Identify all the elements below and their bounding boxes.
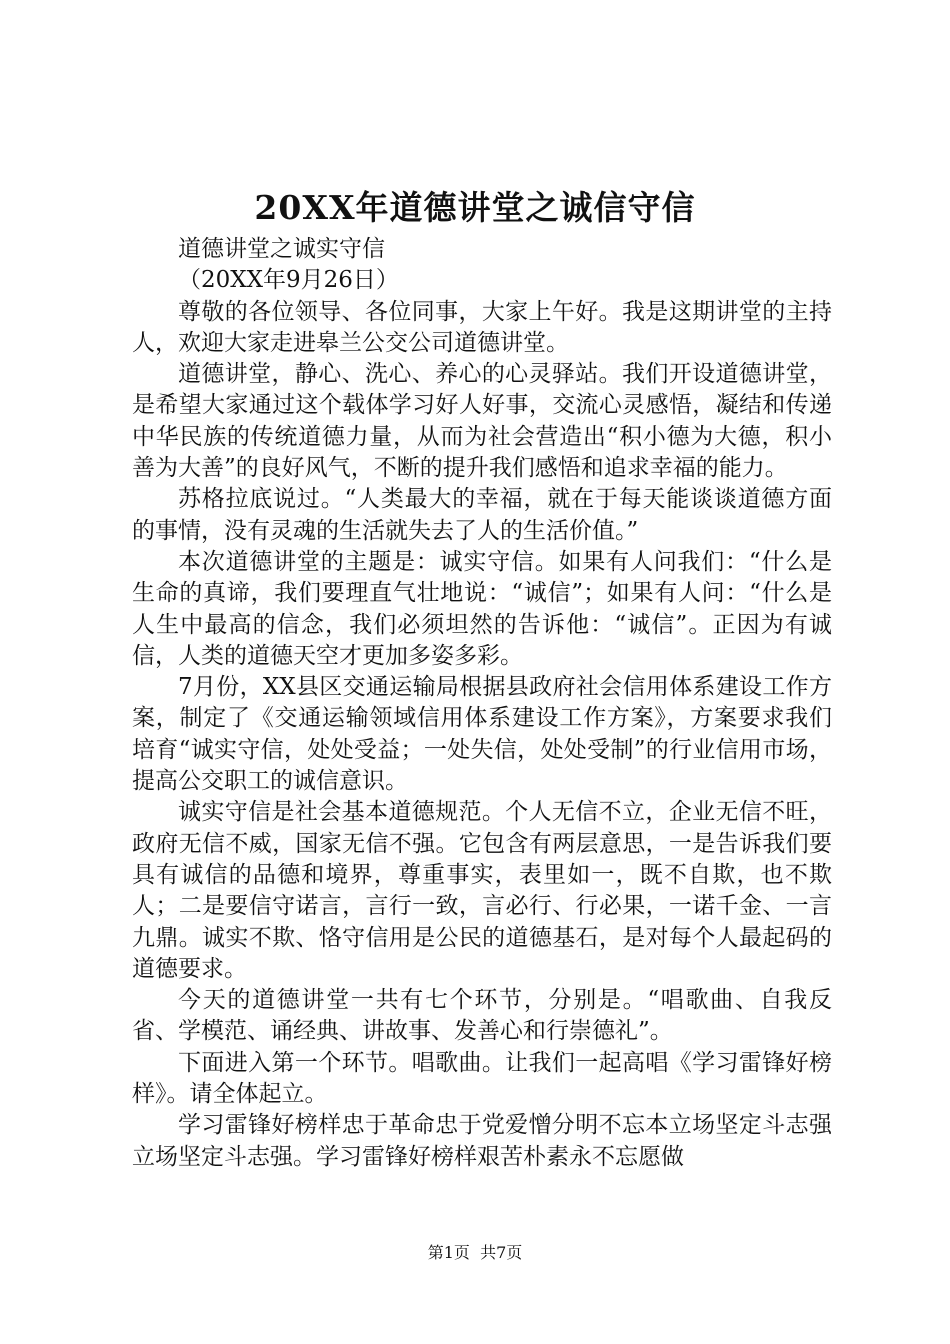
body-paragraph: 今天的道德讲堂一共有七个环节，分别是。“唱歌曲、自我反省、学模范、诵经典、讲故事、发善心和行崇德礼”。 xyxy=(132,987,832,1045)
page-number: 第1页 xyxy=(427,1243,470,1262)
date-paragraph: （20XX年9月26日） xyxy=(178,267,399,294)
document-body xyxy=(132,234,832,1173)
subtitle-paragraph: 道德讲堂之诚实守信 xyxy=(178,236,385,262)
page-total: 共7页 xyxy=(480,1243,523,1262)
body-paragraph: 7月份，XX县区交通运输局根据县政府社会信用体系建设工作方案，制定了《交通运输领域信用体系建设工作方案》，方案要求我们培育“诚实守信，处处受益；一处失信，处处受制”的行业信用市场，提高公交职工的诚信意识。 xyxy=(132,674,832,795)
body-paragraph: 下面进入第一个环节。唱歌曲。让我们一起高唱《学习雷锋好榜样》。请全体起立。 xyxy=(132,1049,832,1108)
body-paragraph: 道德讲堂，静心、洗心、养心的心灵驿站。我们开设道德讲堂，是希望大家通过这个载体学习好人好事，交流心灵感悟，凝结和传递中华民族的传统道德力量，从而为社会营造出“积小德为大德，积小善为大善”的良好风气，不断的提升我们感悟和追求幸福的能力。 xyxy=(132,361,832,482)
body-paragraph: 苏格拉底说过。“人类最大的幸福，就在于每天能谈谈道德方面的事情，没有灵魂的生活就失去了人的生活价值。” xyxy=(132,486,832,544)
body-paragraph: 诚实守信是社会基本道德规范。个人无信不立，企业无信不旺，政府无信不威，国家无信不强。它包含有两层意思，一是告诉我们要具有诚信的品德和境界，尊重事实，表里如一，既不自欺，也不欺人；二是要信守诺言，言行一致，言必行、行必果，一诺千金、一言九鼎。诚实不欺、恪守信用是公民的道德基石，是对每个人最起码的道德要求。 xyxy=(132,799,832,982)
footer-separator xyxy=(470,1243,480,1262)
body-paragraph: 学习雷锋好榜样忠于革命忠于党爱憎分明不忘本立场坚定斗志强立场坚定斗志强。学习雷锋好榜样艰苦朴素永不忘愿做 xyxy=(132,1112,832,1170)
document-title: 20XX年道德讲堂之诚信守信 xyxy=(254,188,696,227)
body-paragraph: 尊敬的各位领导、各位同事，大家上午好。我是这期讲堂的主持人，欢迎大家走进皋兰公交公司道德讲堂。 xyxy=(132,298,832,356)
body-paragraph: 本次道德讲堂的主题是：诚实守信。如果有人问我们：“什么是生命的真谛，我们要理直气壮地说：“诚信”；如果有人问：“什么是人生中最高的信念，我们必须坦然的告诉他：“诚信”。正因为有诚信，人类的道德天空才更加多姿多彩。 xyxy=(132,548,832,669)
page-footer xyxy=(0,1242,950,1264)
